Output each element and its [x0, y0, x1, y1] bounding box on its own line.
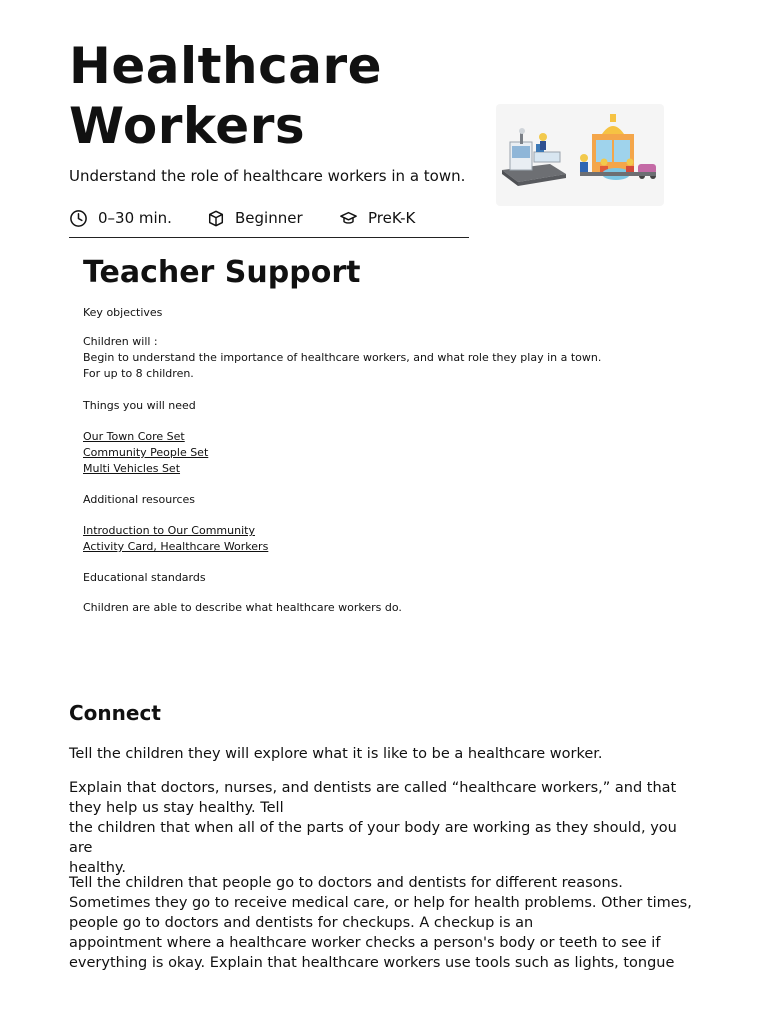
objective-text: Begin to understand the importance of healthcare workers, and what role they play in a town. — [83, 351, 602, 364]
paragraph-line: appointment where a healthcare worker checks a person's body or teeth to see if — [69, 935, 661, 951]
key-objectives-heading: Key objectives — [83, 306, 163, 319]
connect-heading: Connect — [69, 701, 161, 725]
connect-paragraph-3 — [69, 873, 699, 973]
link-introduction-to-our-community[interactable]: Introduction to Our Community — [83, 524, 255, 537]
level-meta — [207, 206, 303, 230]
box-icon — [207, 209, 225, 228]
paragraph-line: they help us stay healthy. Tell — [69, 800, 284, 816]
page-subtitle: Understand the role of healthcare workers in a town. — [69, 167, 466, 185]
paragraph-line: healthy. — [69, 860, 127, 876]
connect-paragraph-1: Tell the children they will explore what it is like to be a healthcare worker. — [69, 746, 603, 762]
children-will-label: Children will : — [83, 335, 158, 348]
clock-icon — [69, 209, 88, 228]
paragraph-line: the children that when all of the parts of your body are working as they should, you are — [69, 820, 677, 856]
grade-label: PreK-K — [368, 209, 416, 227]
connect-paragraph-2 — [69, 778, 699, 878]
paragraph-line: Sometimes they go to receive medical care, or help for health problems. Other times, — [69, 895, 692, 911]
paragraph-line: Tell the children that people go to doctors and dentists for different reasons. — [69, 875, 623, 891]
duration-label: 0–30 min. — [98, 209, 172, 227]
objectives-block — [83, 334, 601, 382]
educational-standards-text: Children are able to describe what healthcare workers do. — [83, 601, 402, 614]
link-activity-card-healthcare-workers[interactable]: Activity Card, Healthcare Workers — [83, 540, 269, 553]
grade-meta — [339, 206, 415, 230]
link-multi-vehicles-set[interactable]: Multi Vehicles Set — [83, 462, 181, 475]
page-title-line-1: Healthcare — [69, 37, 383, 95]
educational-standards-heading: Educational standards — [83, 571, 206, 584]
teacher-support-heading: Teacher Support — [83, 255, 361, 290]
group-size-text: For up to 8 children. — [83, 367, 194, 380]
duration-meta — [69, 206, 172, 230]
paragraph-line: people go to doctors and dentists for checkups. A checkup is an — [69, 915, 534, 931]
page-title-line-2: Workers — [69, 97, 306, 155]
additional-resources-heading: Additional resources — [83, 493, 196, 506]
additional-resources-links — [83, 523, 268, 555]
level-label: Beginner — [235, 209, 303, 227]
graduation-cap-icon — [339, 209, 358, 227]
paragraph-line: everything is okay. Explain that healthcare workers use tools such as lights, tongue — [69, 955, 675, 971]
paragraph-line: Explain that doctors, nurses, and dentists are called “healthcare workers,” and that — [69, 780, 677, 796]
hero-illustration — [496, 104, 664, 206]
page-title — [69, 36, 382, 156]
link-community-people-set[interactable]: Community People Set — [83, 446, 209, 459]
things-needed-heading: Things you will need — [83, 399, 196, 412]
link-our-town-core-set[interactable]: Our Town Core Set — [83, 430, 185, 443]
things-needed-links — [83, 429, 208, 477]
lesson-meta-bar — [69, 206, 469, 238]
